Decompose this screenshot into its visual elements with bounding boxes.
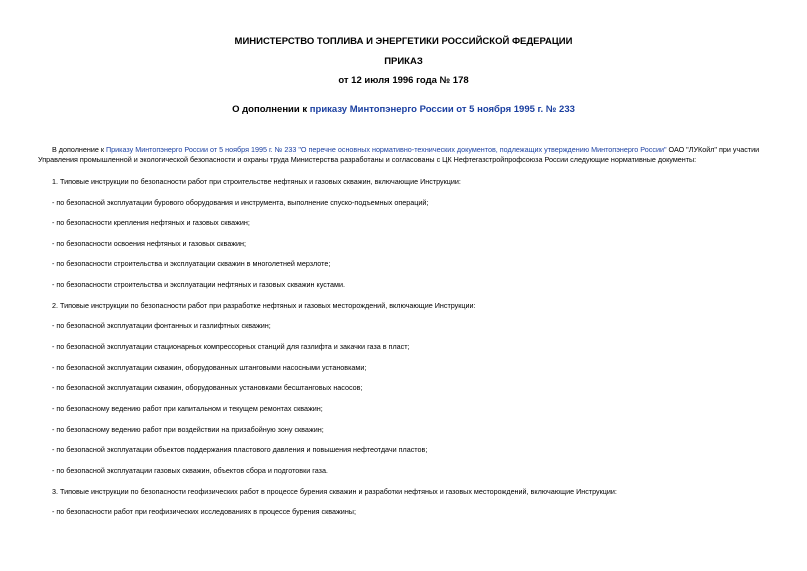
subject-prefix: О дополнении к: [232, 104, 310, 115]
intro-paragraph: [38, 145, 783, 165]
list-item: - по безопасному ведению работ при воздействии на призабойную зону скважин;: [52, 425, 324, 434]
subject-link[interactable]: приказу Минтопэнерго России от 5 ноября 1995 г. № 233: [309, 104, 575, 115]
list-item: - по безопасной эксплуатации фонтанных и газлифтных скважин;: [52, 321, 271, 330]
list-item: 3. Типовые инструкции по безопасности геофизических работ в процессе бурения скважин и разработки нефтяных и газовых месторождений, включающие Инструкции:: [52, 487, 617, 496]
ministry-heading: МИНИСТЕРСТВО ТОПЛИВА И ЭНЕРГЕТИКИ РОССИЙСКОЙ ФЕДЕРАЦИИ: [234, 36, 573, 47]
list-item: - по безопасной эксплуатации скважин, оборудованных штанговыми насосными установками;: [52, 363, 367, 372]
date-number-heading: от 12 июля 1996 года № 178: [338, 75, 469, 86]
list-item: - по безопасной эксплуатации газовых скважин, объектов сбора и подготовки газа.: [52, 466, 328, 475]
doc-type-heading: ПРИКАЗ: [384, 56, 423, 67]
list-item: - по безопасной эксплуатации скважин, оборудованных установками бесштанговых насосов;: [52, 383, 363, 392]
list-item: - по безопасности крепления нефтяных и газовых скважин;: [52, 218, 250, 227]
list-item: - по безопасности строительства и эксплуатации нефтяных и газовых скважин кустами.: [52, 280, 345, 289]
intro-part1: В дополнение к: [52, 145, 106, 154]
intro-link[interactable]: Приказу Минтопэнерго России от 5 ноября 1995 г. № 233 "О перечне основных нормативно-технических документов, подлежащих утверждению Минтопэнерго России": [106, 145, 667, 154]
subject-heading: [0, 104, 807, 116]
list-item: 1. Типовые инструкции по безопасности работ при строительстве нефтяных и газовых скважин, включающие Инструкции:: [52, 177, 461, 186]
list-item: - по безопасности освоения нефтяных и газовых скважин;: [52, 239, 246, 248]
list-item: - по безопасности работ при геофизических исследованиях в процессе бурения скважины;: [52, 507, 356, 516]
intro-part2: ОАО "ЛУКойл" при участии Управления промышленной и экологической безопасности и охраны труда Министерства разработаны и согласованы с ЦК Нефтегазстройпрофсоюза России следующие нормативные документы:: [38, 145, 760, 164]
list-item: - по безопасному ведению работ при капитальном и текущем ремонтах скважин;: [52, 404, 323, 413]
list-item: 2. Типовые инструкции по безопасности работ при разработке нефтяных и газовых месторождений, включающие Инструкции:: [52, 301, 476, 310]
list-item: - по безопасной эксплуатации объектов поддержания пластового давления и повышения нефтеотдачи пластов;: [52, 445, 428, 454]
list-item: - по безопасности строительства и эксплуатации скважин в многолетней мерзлоте;: [52, 259, 331, 268]
list-item: - по безопасной эксплуатации бурового оборудования и инструмента, выполнение спуско-подъемных операций;: [52, 198, 429, 207]
list-item: - по безопасной эксплуатации стационарных компрессорных станций для газлифта и закачки газа в пласт;: [52, 342, 410, 351]
